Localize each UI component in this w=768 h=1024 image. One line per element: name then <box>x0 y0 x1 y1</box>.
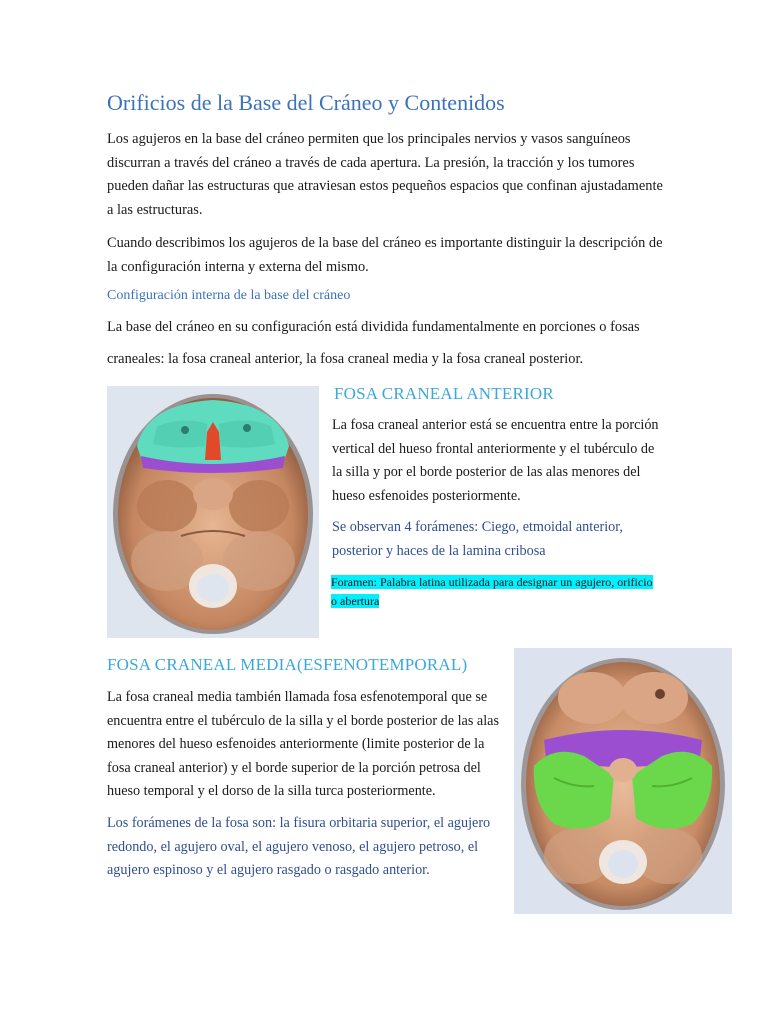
anterior-fossa-image <box>107 386 319 638</box>
anterior-fossa-foramina: Se observan 4 forámenes: Ciego, etmoidal anterior, posterior y haces de la lamina cribosa <box>332 519 623 559</box>
internal-text-line-1: La base del cráneo en su configuración está dividida fundamentalmente en porciones o fosas <box>107 319 640 335</box>
anterior-fossa-description: La fosa craneal anterior está se encuentra entre la porción vertical del hueso frontal anteriormente y el tubérculo de la silla y por el borde posterior de las alas menores del hueso esfenoides posteriormente. <box>332 417 659 504</box>
intro-paragraph-2: Cuando describimos los agujeros de la base del cráneo es importante distinguir la descripción de la configuración interna y externa del mismo. <box>107 235 663 275</box>
middle-fossa-description: La fosa craneal media también llamada fosa esfenotemporal que se encuentra entre el tubérculo de la silla y el borde posterior de las alas menores del hueso esfenoides anteriormente (limite posterior de la fosa craneal anterior) y el borde superior de la porción petrosa del hueso temporal y el dorso de la silla turca posteriormente. <box>107 689 499 799</box>
foramen-definition-text: Foramen: Palabra latina utilizada para designar un agujero, orificio o abertura <box>331 575 653 608</box>
internal-text-line-2: craneales: la fosa craneal anterior, la fosa craneal media y la fosa craneal posterior. <box>107 351 584 367</box>
anterior-fossa-heading: FOSA CRANEAL ANTERIOR <box>334 384 554 403</box>
page-title: Orificios de la Base del Cráneo y Contenidos <box>107 90 505 115</box>
middle-fossa-image <box>514 648 732 914</box>
skull-base-illustration-middle <box>514 648 732 914</box>
internal-configuration-heading: Configuración interna de la base del cráneo <box>107 288 351 303</box>
intro-paragraph-1: Los agujeros en la base del cráneo permiten que los principales nervios y vasos sanguíneos discurran a través del cráneo a través de cada apertura. La presión, la tracción y los tumores pueden dañar las estructuras que atraviesan estos pequeños espacios que confinan ajustadamente a las estructuras. <box>107 131 663 218</box>
foramen-definition-note <box>331 573 661 611</box>
skull-base-illustration-anterior <box>107 386 319 638</box>
middle-fossa-foramina: Los forámenes de la fosa son: la fisura orbitaria superior, el agujero redondo, el agujero oval, el agujero venoso, el agujero petroso, el agujero espinoso y el agujero rasgado o rasgado anterior. <box>107 815 491 878</box>
middle-fossa-heading: FOSA CRANEAL MEDIA(ESFENOTEMPORAL) <box>107 655 468 674</box>
